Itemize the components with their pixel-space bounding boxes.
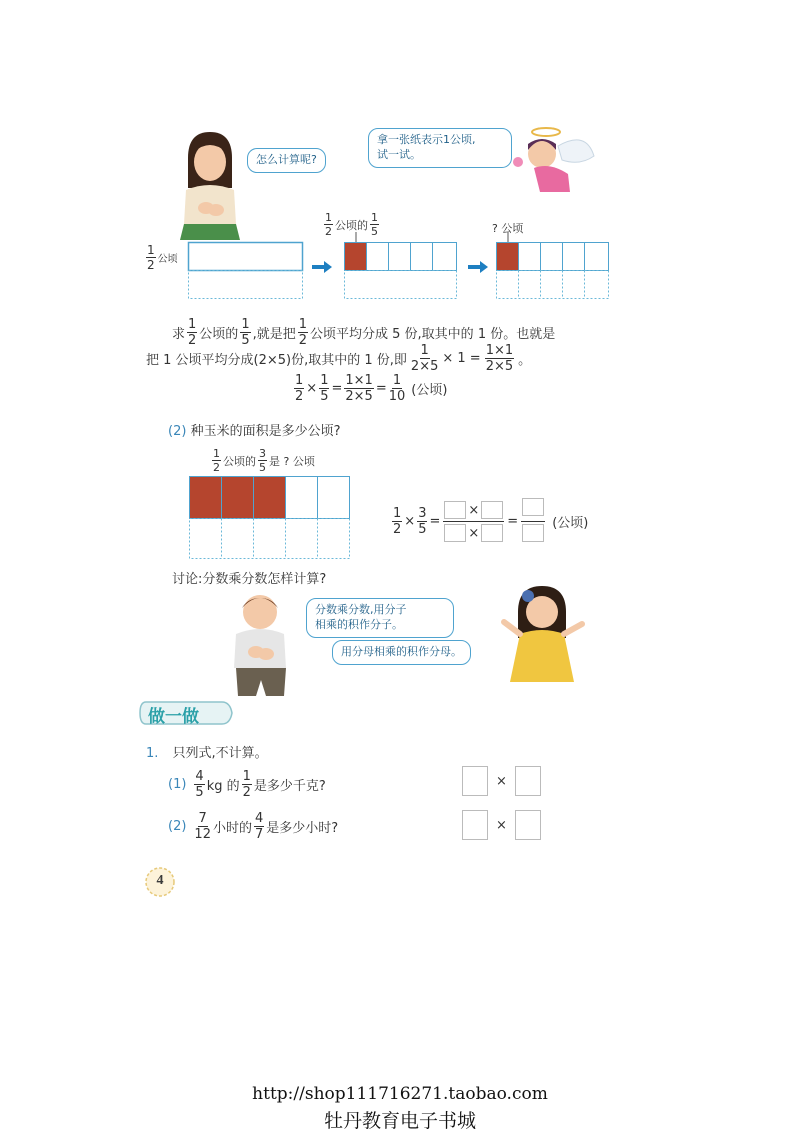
boy-rule-line1: 分数乘分数,用分子 [315, 603, 407, 616]
blank-box[interactable] [481, 501, 503, 519]
blank-fraction-result [521, 498, 545, 545]
half-hectare-label: $\frac{1}{2}$ 公顷 [147, 243, 178, 272]
practice-item-text: 只列式,不计算。 [172, 746, 268, 761]
formula-half-times-three-fifths: $\frac{1}{2}$ × $\frac{3}{5}$ = $\frac{\times}{\times}$ = (公顷) [390, 498, 588, 545]
blank-fraction-product: $\frac{\times}{\times}$ [443, 501, 504, 542]
blank-box[interactable] [444, 501, 466, 519]
boy-rule-line2: 相乘的积作分子。 [315, 617, 403, 631]
practice-question-2: (2) $\frac{7}{12}$ 小时的 $\frac{4}{7}$ 是多少小时? [168, 811, 339, 842]
angel-hint-line1: 拿一张纸表示1公顷, [377, 133, 476, 146]
diagram-three-fifths [189, 476, 353, 564]
diagram-fifth-of-hectare [496, 232, 612, 304]
question-2-text: 种玉米的面积是多少公顷? [190, 424, 341, 439]
footer-store-name: 牡丹教育电子书城 [323, 1110, 476, 1132]
angel-illustration [506, 126, 596, 202]
footer-url: http://shop111716271.taobao.com [252, 1084, 548, 1104]
arrow-2 [468, 258, 488, 277]
practice-question-1: (1) $\frac{4}{5}$ kg 的 $\frac{1}{2}$ 是多少千克? [168, 769, 326, 800]
question-2 [168, 420, 340, 439]
boy-speech-bubble [306, 598, 454, 638]
answer-box[interactable] [462, 810, 488, 840]
page-number: 4 [156, 873, 164, 888]
girl2-rule-text: 用分母相乘的积作分母。 [341, 645, 462, 658]
girl-speech-bubble [247, 148, 326, 173]
blank-box[interactable] [522, 524, 544, 542]
arrow-1 [312, 258, 332, 277]
unknown-hectare-label: ? 公顷 [492, 222, 524, 235]
formula-half-times-fifth: $\frac{1}{2}$ × $\frac{1}{5}$ = $\frac{1\times 1}{2\times 5}$ = $\frac{1}{10}$ (公顷) [295, 373, 448, 404]
girl2-illustration [492, 582, 592, 686]
question-2-label: (2) [168, 424, 187, 439]
answer-box[interactable] [515, 766, 541, 796]
practice-item-1 [146, 742, 268, 761]
practice-heading: 做一做 [148, 707, 199, 727]
girl-question-text: 怎么计算呢? [256, 153, 317, 166]
practice-heading-badge [138, 698, 234, 728]
blank-box[interactable] [522, 498, 544, 516]
three-fifths-label: $\frac{1}{2}$ 公顷的 $\frac{3}{5}$ 是 ? 公顷 [213, 447, 315, 474]
page-number-badge [144, 866, 176, 898]
angel-speech-bubble [368, 128, 512, 168]
diagram-half-field [188, 242, 304, 304]
boy-illustration [226, 588, 296, 698]
fifth-of-half-label: $\frac{1}{2}$ 公顷的 $\frac{1}{5}$ [325, 211, 378, 238]
discussion-prompt: 讨论:分数乘分数怎样计算? [172, 572, 327, 587]
fraction-half: $\frac{1}{2}$ [147, 243, 155, 272]
answer-boxes-2: × [462, 810, 541, 840]
blank-box[interactable] [481, 524, 503, 542]
answer-box[interactable] [462, 766, 488, 796]
angel-hint-line2: 试一试。 [377, 147, 421, 161]
explanation-line1: 求 $\frac{1}{2}$ 公顷的 $\frac{1}{5}$ ,就是把 $\frac{1}{2}$ 公顷平均分成 5 份,取其中的 1 份。也就是 [172, 317, 556, 348]
answer-boxes-1: × [462, 766, 541, 796]
blank-box[interactable] [444, 524, 466, 542]
diagram-fifth-shaded [344, 232, 460, 304]
practice-item-number: 1. [146, 746, 159, 761]
girl-illustration [170, 128, 250, 240]
girl2-speech-bubble [332, 640, 471, 665]
explanation-line2: 把 1 公顷平均分成(2×5)份,取其中的 1 份,即 $\frac{1}{2\times 5}$ × 1 = $\frac{1\times 1}{2\times 5}$ 。 [146, 343, 532, 374]
answer-box[interactable] [515, 810, 541, 840]
